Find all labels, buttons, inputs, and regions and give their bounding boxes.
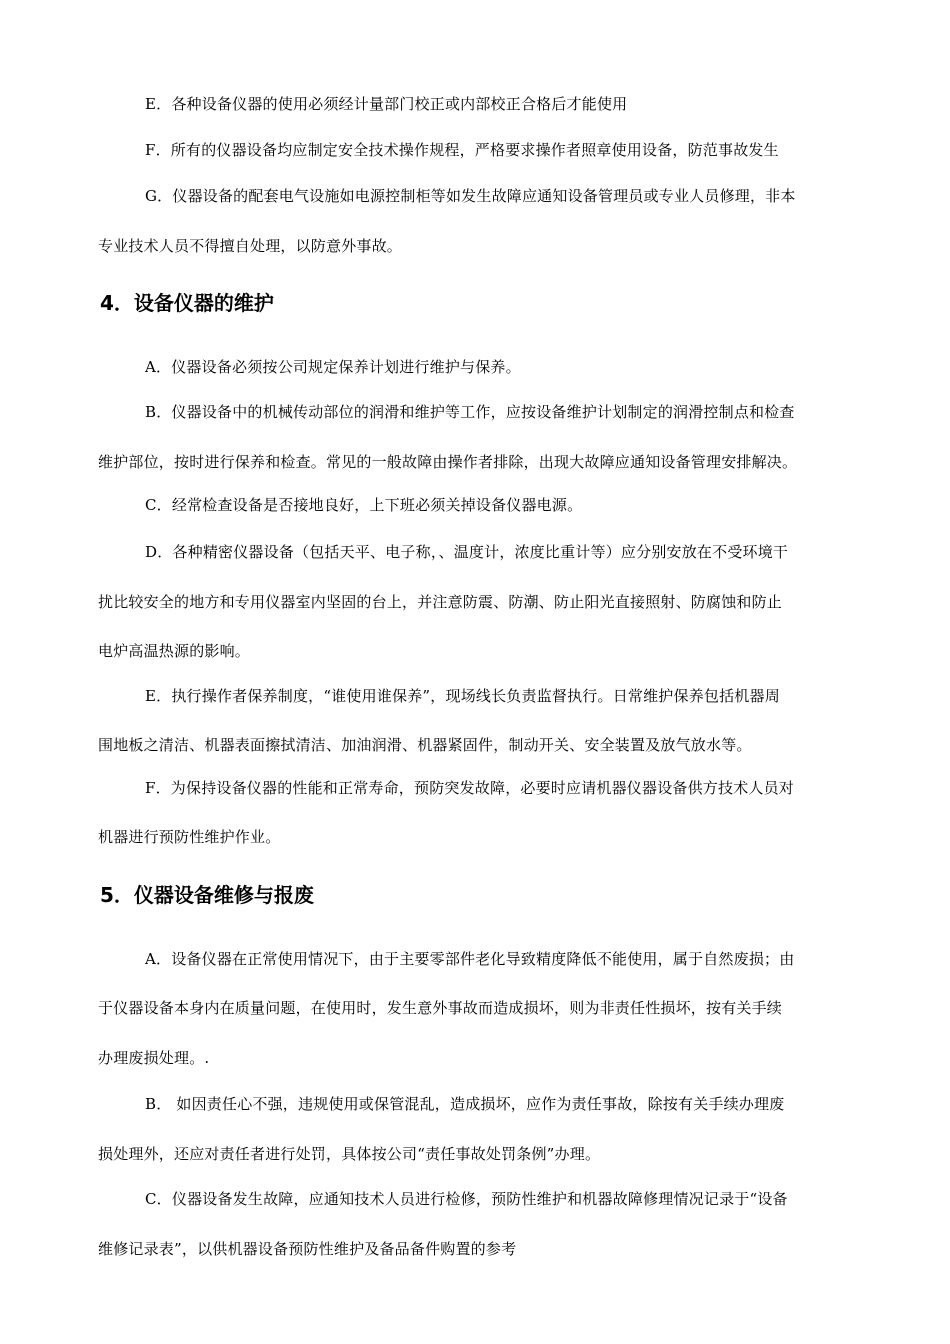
section5-item-c-line1: C．仪器设备发生故障，应通知技术人员进行检修，预防性维护和机器故障修理情况记录于“设备 bbox=[145, 1190, 788, 1208]
section4-item-a: A．仪器设备必须按公司规定保养计划进行维护与保养。 bbox=[145, 358, 521, 376]
section4-item-d-line2: 扰比较安全的地方和专用仪器室内坚固的台上，并注意防震、防潮、防止阳光直接照射、防腐蚀和防止 bbox=[98, 593, 783, 611]
section5-item-a-line2: 于仪器设备本身内在质量问题，在使用时，发生意外事故而造成损坏，则为非责任性损坏，按有关手续 bbox=[98, 999, 783, 1017]
section4-item-d-line3: 电炉高温热源的影响。 bbox=[98, 642, 251, 660]
section4-item-f-line1: F．为保持设备仪器的性能和正常寿命，预防突发故障，必要时应请机器仪器设备供方技术人员对 bbox=[145, 779, 795, 797]
section5-item-b-line1: B． 如因责任心不强，违规使用或保管混乱，造成损坏，应作为责任事故，除按有关手续办理废 bbox=[145, 1095, 785, 1113]
section5-item-a-line1: A．设备仪器在正常使用情况下，由于主要零部件老化导致精度降低不能使用，属于自然废损；由 bbox=[145, 950, 795, 968]
section4-item-e-line2: 围地板之清洁、机器表面擦拭清洁、加油润滑、机器紧固件，制动开关、安全装置及放气放水等。 bbox=[98, 736, 752, 754]
section3-item-g-line1: G．仪器设备的配套电气设施如电源控制柜等如发生故障应通知设备管理员或专业人员修理，非本 bbox=[145, 187, 796, 205]
section3-item-f: F．所有的仪器设备均应制定安全技术操作规程，严格要求操作者照章使用设备，防范事故发生 bbox=[145, 141, 779, 159]
section4-item-d-line1: D．各种精密仪器设备（包括天平、电子称，、温度计，浓度比重计等）应分别安放在不受环境干 bbox=[145, 543, 789, 561]
section4-heading: 4．设备仪器的维护 bbox=[100, 291, 274, 315]
section4-item-b-line2: 维护部位，按时进行保养和检查。常见的一般故障由操作者排除，出现大故障应通知设备管理安排解决。 bbox=[98, 453, 798, 471]
section5-heading: 5．仪器设备维修与报废 bbox=[100, 883, 314, 907]
section5-item-c-line2: 维修记录表”，以供机器设备预防性维护及备品备件购置的参考 bbox=[98, 1240, 517, 1258]
section4-item-f-line2: 机器进行预防性维护作业。 bbox=[98, 828, 281, 846]
section4-item-c: C．经常检查设备是否接地良好，上下班必须关掉设备仪器电源。 bbox=[145, 496, 583, 514]
section3-item-g-line2: 专业技术人员不得擅自处理，以防意外事故。 bbox=[98, 237, 403, 255]
section4-item-e-line1: E．执行操作者保养制度，“谁使用谁保养”，现场线长负责监督执行。日常维护保养包括机器周 bbox=[145, 687, 780, 705]
section5-item-b-line2: 损处理外，还应对责任者进行处罚，具体按公司“责任事故处罚条例”办理。 bbox=[98, 1145, 601, 1163]
section4-item-b-line1: B．仪器设备中的机械传动部位的润滑和维护等工作，应按设备维护计划制定的润滑控制点和检查 bbox=[145, 403, 795, 421]
section5-item-a-line3: 办理废损处理。. bbox=[98, 1049, 210, 1067]
section3-item-e: E．各种设备仪器的使用必须经计量部门校正或内部校正合格后才能使用 bbox=[145, 95, 628, 113]
